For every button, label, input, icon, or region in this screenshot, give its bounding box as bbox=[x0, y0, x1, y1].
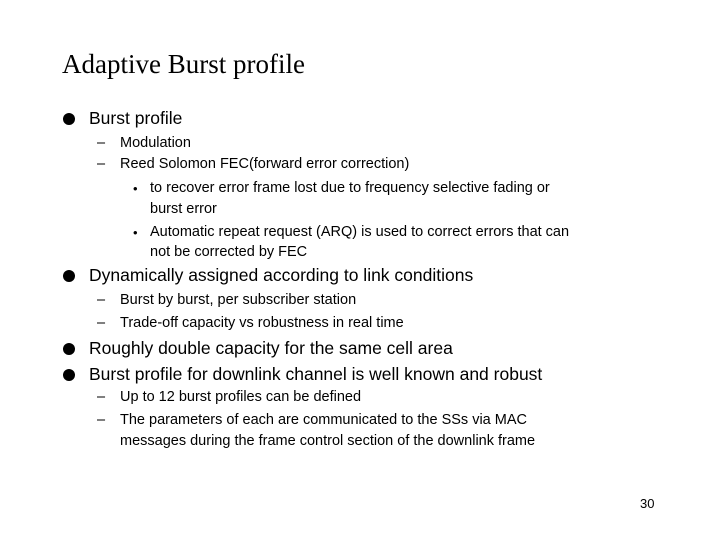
dash-icon: – bbox=[97, 292, 106, 308]
slide-title: Adaptive Burst profile bbox=[62, 49, 305, 79]
bullet-dot-icon bbox=[63, 270, 75, 282]
subitem-up-to-12: Up to 12 burst profiles can be defined bbox=[120, 389, 362, 405]
small-bullet-icon: • bbox=[133, 181, 138, 196]
subsubitem-arq-line2: not be corrected by FEC bbox=[150, 244, 308, 260]
bullet-downlink-profile: Burst profile for downlink channel is well known and robust bbox=[89, 364, 543, 384]
bullet-dynamically-assigned: Dynamically assigned according to link conditions bbox=[89, 265, 474, 285]
bullet-dot-icon bbox=[63, 343, 75, 355]
dash-icon: – bbox=[97, 315, 106, 331]
subitem-parameters-line1: The parameters of each are communicated to the SSs via MAC bbox=[120, 412, 527, 428]
subsubitem-recover-error-line2: burst error bbox=[150, 201, 217, 217]
dash-icon: – bbox=[97, 156, 106, 172]
dash-icon: – bbox=[97, 412, 106, 428]
bullet-burst-profile: Burst profile bbox=[89, 108, 183, 128]
subitem-modulation: Modulation bbox=[120, 135, 191, 151]
small-bullet-icon: • bbox=[133, 225, 138, 240]
bullet-dot-icon bbox=[63, 369, 75, 381]
subitem-burst-by-burst: Burst by burst, per subscriber station bbox=[120, 292, 357, 308]
subsubitem-arq-line1: Automatic repeat request (ARQ) is used to correct errors that can bbox=[150, 224, 570, 240]
subitem-reed-solomon: Reed Solomon FEC(forward error correction) bbox=[120, 156, 410, 172]
dash-icon: – bbox=[97, 389, 106, 405]
page-number: 30 bbox=[640, 496, 655, 511]
subsubitem-recover-error-line1: to recover error frame lost due to frequency selective fading or bbox=[150, 180, 550, 196]
bullet-double-capacity: Roughly double capacity for the same cell area bbox=[89, 338, 453, 358]
subitem-trade-off: Trade-off capacity vs robustness in real time bbox=[120, 315, 404, 331]
bullet-dot-icon bbox=[63, 113, 75, 125]
subitem-parameters-line2: messages during the frame control section of the downlink frame bbox=[120, 433, 536, 449]
dash-icon: – bbox=[97, 135, 106, 151]
